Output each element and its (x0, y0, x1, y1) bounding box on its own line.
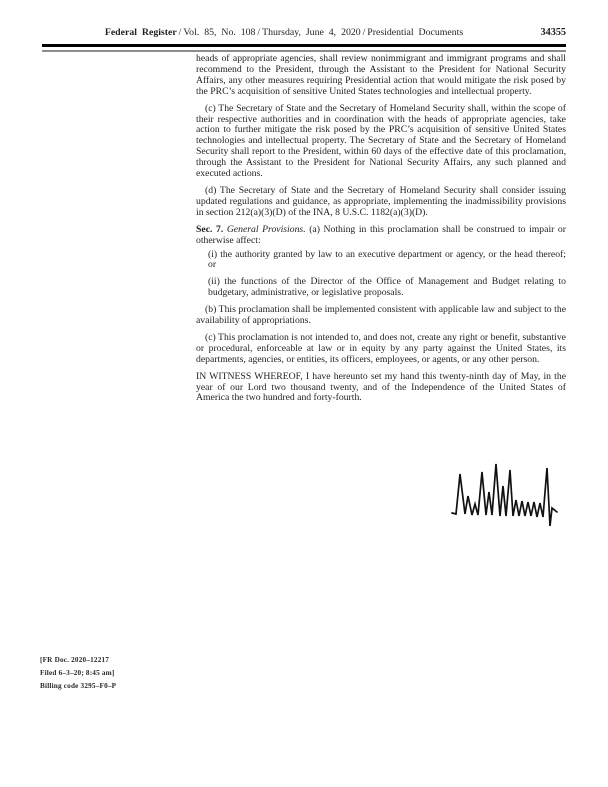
header-title (42, 27, 526, 38)
paragraph-witness: IN WITNESS WHEREOF, I have hereunto set my hand this twenty-ninth day of May, in the year of our Lord two thousand twenty, and of the Independence of the United States of America the two hundred and forty-fourth. (196, 370, 566, 404)
document-body (196, 54, 566, 410)
journal-name: Federal Register (104, 27, 177, 38)
sec7-text: (a) Nothing in this proclamation shall be construed to impair or otherwise affect: (196, 223, 566, 246)
filing-info (40, 654, 116, 694)
page-number: 34355 (540, 27, 566, 38)
presidential-signature-icon (448, 458, 570, 532)
header-rule-thin (42, 50, 566, 52)
paragraph-item-i: (i) the authority granted by law to an executive department or agency, or the head thereof; or (208, 248, 566, 271)
issue-info: / Vol. 85, No. 108 / Thursday, June 4, 2020 / Presidential Documents (176, 27, 464, 38)
billing-code: Billing code 3295–F0–P (40, 682, 117, 691)
filed-date: Filed 6–3–20; 8:45 am] (40, 669, 115, 678)
header-rule-thick (42, 44, 566, 47)
page-header (42, 27, 566, 41)
paragraph-sec7 (196, 225, 566, 247)
paragraph-sec7-b: (b) This proclamation shall be implemented consistent with applicable law and subject to the availability of appropriations. (196, 304, 566, 327)
sec7-title: General Provisions. (226, 223, 306, 235)
paragraph-continuation: heads of appropriate agencies, shall review nonimmigrant and immigrant programs and shall recommend to the President, through the Assistant to the President for National Security Affairs, any other measures requiring Presidential action that would mitigate the risk posed by the PRC’s acquisition of sensitive United States technologies and intellectual property. (196, 53, 566, 97)
fr-doc-number: [FR Doc. 2020–12217 (40, 656, 110, 664)
sec7-label: Sec. 7. (196, 223, 227, 235)
paragraph-item-ii: (ii) the functions of the Director of the Office of Management and Budget relating to budgetary, administrative, or legislative proposals. (208, 276, 566, 299)
paragraph-sec6-c: (c) The Secretary of State and the Secretary of Homeland Security shall, within the scope of their respective authorities and in coordination with the heads of appropriate agencies, take action to further mitigate the risk posed by the PRC’s acquisition of sensitive United States technologies and intellectual property. The Secretary of State and the Secretary of Homeland Security shall report to the President, within 60 days of the effective date of this proclamation, through the Assistant to the President for National Security Affairs, any such planned and executed actions. (196, 102, 566, 180)
paragraph-sec7-c: (c) This proclamation is not intended to, and does not, create any right or benefit, substantive or procedural, enforceable at law or in equity by any party against the United States, its departments, agencies, or entities, its officers, employees, or agents, or any other person. (196, 331, 566, 365)
paragraph-sec6-d: (d) The Secretary of State and the Secretary of Homeland Security shall consider issuing updated regulations and guidance, as appropriate, implementing the inadmissibility provisions in section 212(a)(3)(D) of the INA, 8 U.S.C. 1182(a)(3)(D). (196, 184, 566, 218)
